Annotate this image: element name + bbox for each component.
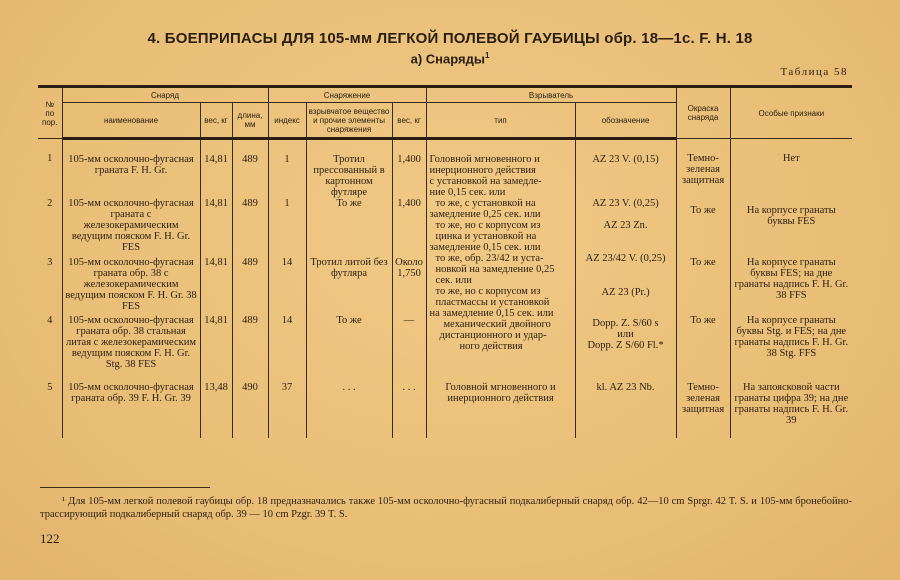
fuze-designation: AZ 23 V. (0,25) <box>592 198 659 209</box>
fuze-designation: kl. AZ 23 Nb. <box>575 378 676 438</box>
charge-index: 14 <box>268 253 306 315</box>
fuze-type: Головной мгновенного и инерционного действия <box>426 378 575 438</box>
row-num: 1 <box>38 139 62 199</box>
footnote: ¹ Для 105-мм легкой полевой гаубицы обр. 18 предназначались также 105-мм осколочно-фугасный подкалиберный снаряд обр. 42—10 cm Sprgr. 42 T. S. и 105-мм бронебойно-трассирующий подкалиберный снаряд обр. 39 — 10 cm Pzgr. 39 T. S. <box>40 496 852 520</box>
shell-name: 105-мм осколочно-фугасная граната F. H. Gr. <box>62 139 200 199</box>
col-fuze-designation: обозначение <box>575 103 676 139</box>
fuze-type-line: то же, с установкой на <box>435 198 536 209</box>
charge-weight: — <box>392 315 426 378</box>
fuze-designation: AZ 23 (Pr.) <box>601 287 650 298</box>
shell-name: 105-мм осколочно-фугасная граната обр. 38 с железокерамическим ведущим пояском F. H. Gr. 38 FES <box>62 253 200 315</box>
col-shell-weight: вес, кг <box>200 103 232 139</box>
col-charge-index: индекс <box>268 103 306 139</box>
fuze-type-line: новкой на замедление 0,25 <box>435 264 555 275</box>
shell-length: 489 <box>232 139 268 199</box>
shell-weight: 14,81 <box>200 315 232 378</box>
paint: Темно-зеленая защитная <box>676 139 730 199</box>
col-charge-explosive: взрывчатое вещество и прочие элементы снаряжения <box>306 103 392 139</box>
fuze-types-cell <box>426 139 575 379</box>
fuze-type-line: ного действия <box>459 341 523 352</box>
fuze-type-line: то же, но с корпусом из <box>435 286 541 297</box>
row-num: 5 <box>38 378 62 438</box>
fuze-type-line: пластмассы и установкой <box>435 297 550 308</box>
features: На запоясковой части гранаты цифра 39; на дне гранаты надпись F. H. Gr. 39 <box>730 378 852 438</box>
col-num: № по пор. <box>38 87 62 139</box>
charge-weight: 1,400 <box>392 139 426 199</box>
fuze-type-line: цинка и установкой на <box>435 231 537 242</box>
charge-weight: . . . <box>392 378 426 438</box>
fuze-type-line: замедление 0,15 сек. или <box>429 242 541 253</box>
fuze-type-line: инерционного действия <box>429 165 536 176</box>
shell-name: 105-мм осколочно-фугасная граната обр. 39 F. H. Gr. 39 <box>62 378 200 438</box>
fuze-type-line: Головной мгновенного и <box>429 154 540 165</box>
fuze-designation: AZ 23 V. (0,15) <box>592 154 659 165</box>
paint: То же <box>676 315 730 378</box>
footnote-divider <box>40 487 210 488</box>
footnote-marker: 1 <box>484 51 490 60</box>
subtitle-text: а) Снаряды <box>410 51 485 67</box>
col-group-fuze: Взрыватель <box>426 87 676 103</box>
fuze-type-line: с установкой на замедле- <box>429 176 542 187</box>
shell-weight: 14,81 <box>200 198 232 253</box>
table-row <box>38 139 852 199</box>
row-num: 2 <box>38 198 62 253</box>
charge-explosive: То же <box>306 198 392 253</box>
charge-explosive: То же <box>306 315 392 378</box>
col-features: Особые признаки <box>730 87 852 139</box>
col-fuze-type: тип <box>426 103 575 139</box>
fuze-designation: или <box>617 329 634 340</box>
features: На корпусе гранаты буквы Stg. и FES; на дне гранаты надпись F. H. Gr. 38 Stg. FFS <box>730 315 852 378</box>
features: На корпусе гранаты буквы FES <box>730 198 852 253</box>
col-paint: Окраска снаряда <box>676 87 730 139</box>
shell-weight: 14,81 <box>200 253 232 315</box>
paint: То же <box>676 198 730 253</box>
shell-name: 105-мм осколочно-фугасная граната с железокерамическим ведущим пояском F. H. Gr. FES <box>62 198 200 253</box>
shell-weight: 13,48 <box>200 378 232 438</box>
fuze-designation: AZ 23/42 V. (0,25) <box>585 253 666 264</box>
charge-index: 1 <box>268 198 306 253</box>
col-shell-name: наименование <box>62 103 200 139</box>
fuze-type-line: механический двойного <box>443 319 551 330</box>
charge-index: 37 <box>268 378 306 438</box>
table-row <box>38 378 852 438</box>
shell-length: 489 <box>232 198 268 253</box>
page-number: 122 <box>40 531 60 546</box>
shell-name: 105-мм осколочно-фугасная граната обр. 38 стальная литая с железокерамическим ведущим пояском F. H. Gr. Stg. 38 FES <box>62 315 200 378</box>
fuze-type-line: на замедление 0,15 сек. или <box>429 308 554 319</box>
shell-weight: 14,81 <box>200 139 232 199</box>
shell-length: 489 <box>232 315 268 378</box>
fuze-type-line: замедление 0,25 сек. или <box>429 209 541 220</box>
charge-explosive: . . . <box>306 378 392 438</box>
fuze-type-line: то же, но с корпусом из <box>435 220 541 231</box>
charge-explosive: Тротил литой без футляра <box>306 253 392 315</box>
paint: Темно-зеленая защитная <box>676 378 730 438</box>
row-num: 3 <box>38 253 62 315</box>
fuze-designation: Dopp. Z. S/60 s <box>592 318 659 329</box>
charge-weight: Около 1,750 <box>392 253 426 315</box>
charge-explosive: Тротил прессованный в картонном футляре <box>306 139 392 199</box>
ammunition-table <box>38 85 852 438</box>
fuze-type-line: дистанционного и удар- <box>439 330 547 341</box>
fuze-type-line: сек. или <box>435 275 472 286</box>
paint: То же <box>676 253 730 315</box>
col-shell-length: длина, мм <box>232 103 268 139</box>
charge-index: 1 <box>268 139 306 199</box>
fuze-type-line: то же, обр. 23/42 и уста- <box>435 253 544 264</box>
shell-length: 490 <box>232 378 268 438</box>
fuze-designations-cell <box>575 139 676 379</box>
fuze-designation: AZ 23 Zn. <box>603 220 648 231</box>
page-title: 4. БОЕПРИПАСЫ ДЛЯ 105-мм ЛЕГКОЙ ПОЛЕВОЙ ГАУБИЦЫ обр. 18—1с. F. H. 18 <box>147 30 753 47</box>
shell-length: 489 <box>232 253 268 315</box>
section-subtitle <box>0 51 900 66</box>
fuze-designation: Dopp. Z S/60 Fl.* <box>587 340 664 351</box>
row-num: 4 <box>38 315 62 378</box>
fuze-type-line: ние 0,15 сек. или <box>429 187 506 198</box>
features: Нет <box>730 139 852 199</box>
col-group-shell: Снаряд <box>62 87 268 103</box>
features: На корпусе гранаты буквы FES; на дне гранаты надпись F. H. Gr. 38 FFS <box>730 253 852 315</box>
col-charge-weight: вес, кг <box>392 103 426 139</box>
col-group-charge: Снаряжение <box>268 87 426 103</box>
table-number: Таблица 58 <box>780 66 848 78</box>
charge-index: 14 <box>268 315 306 378</box>
charge-weight: 1,400 <box>392 198 426 253</box>
